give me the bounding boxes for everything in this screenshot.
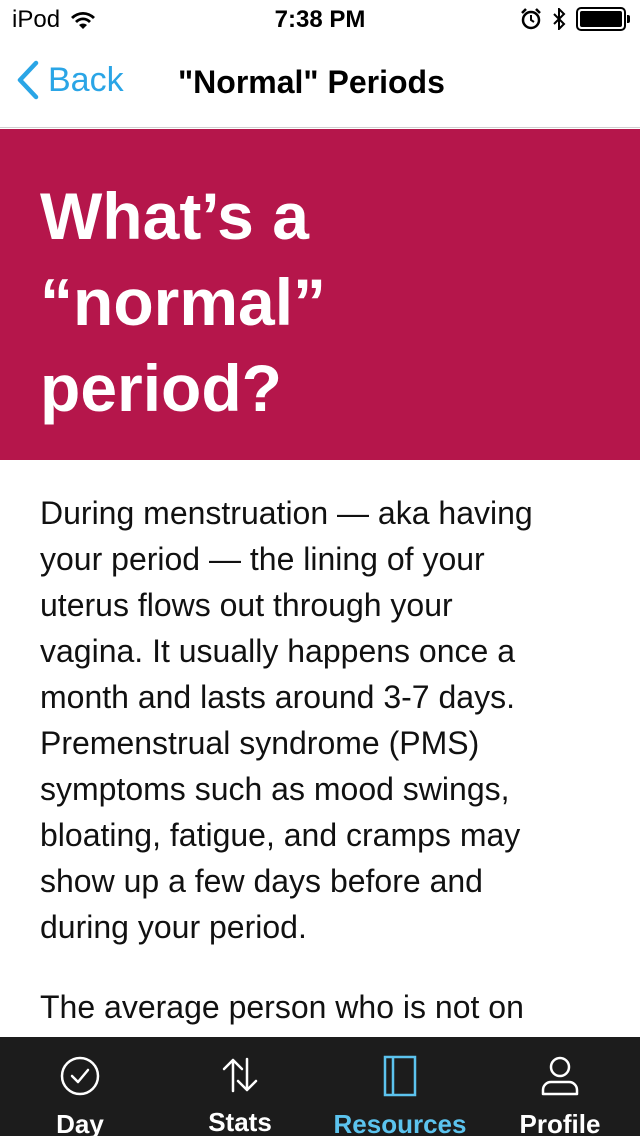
tab-label: Day <box>56 1109 104 1139</box>
text-line: The average person who is not on <box>40 989 524 1025</box>
hero-banner <box>0 129 640 460</box>
status-bar <box>0 0 640 40</box>
bluetooth-icon <box>552 8 566 30</box>
navigation-bar <box>0 40 640 128</box>
text-line: show up a few days before and <box>40 863 483 899</box>
check-circle-icon <box>59 1055 101 1097</box>
text-line: During menstruation — aka having <box>40 495 533 531</box>
hero-line: “normal” <box>40 265 327 339</box>
paragraph <box>40 984 612 1030</box>
book-icon <box>383 1055 417 1097</box>
tab-profile[interactable] <box>480 1037 640 1139</box>
hero-line: period? <box>40 351 282 425</box>
tab-bar <box>0 1037 640 1139</box>
chevron-left-icon <box>16 60 40 100</box>
alarm-icon <box>520 8 542 30</box>
text-line: your period — the lining of your <box>40 541 485 577</box>
back-label: Back <box>48 60 124 99</box>
text-line: symptoms such as mood swings, <box>40 771 510 807</box>
status-right <box>510 7 626 31</box>
battery-icon <box>576 7 626 31</box>
person-icon <box>539 1055 581 1097</box>
tab-label: Resources <box>333 1109 467 1139</box>
back-button[interactable] <box>16 60 124 100</box>
device-name: iPod <box>12 6 61 33</box>
text-line: uterus flows out through your <box>40 587 453 623</box>
tab-day[interactable] <box>0 1037 160 1139</box>
tab-label: Profile <box>519 1109 601 1139</box>
article-body <box>40 490 612 1064</box>
text-line: during your period. <box>40 909 307 945</box>
text-line: month and lasts around 3-7 days. <box>40 679 515 715</box>
hero-heading <box>40 173 600 431</box>
tab-stats[interactable] <box>160 1037 320 1136</box>
page-title: "Normal" Periods <box>178 64 445 100</box>
up-down-arrows-icon <box>219 1055 261 1095</box>
hero-line: What’s a <box>40 179 309 253</box>
text-line: vagina. It usually happens once a <box>40 633 515 669</box>
tab-label: Stats <box>208 1107 272 1137</box>
tab-resources[interactable] <box>320 1037 480 1139</box>
paragraph <box>40 490 612 950</box>
text-line: bloating, fatigue, and cramps may <box>40 817 521 853</box>
status-time: 7:38 PM <box>274 6 366 33</box>
text-line: Premenstrual syndrome (PMS) <box>40 725 480 761</box>
